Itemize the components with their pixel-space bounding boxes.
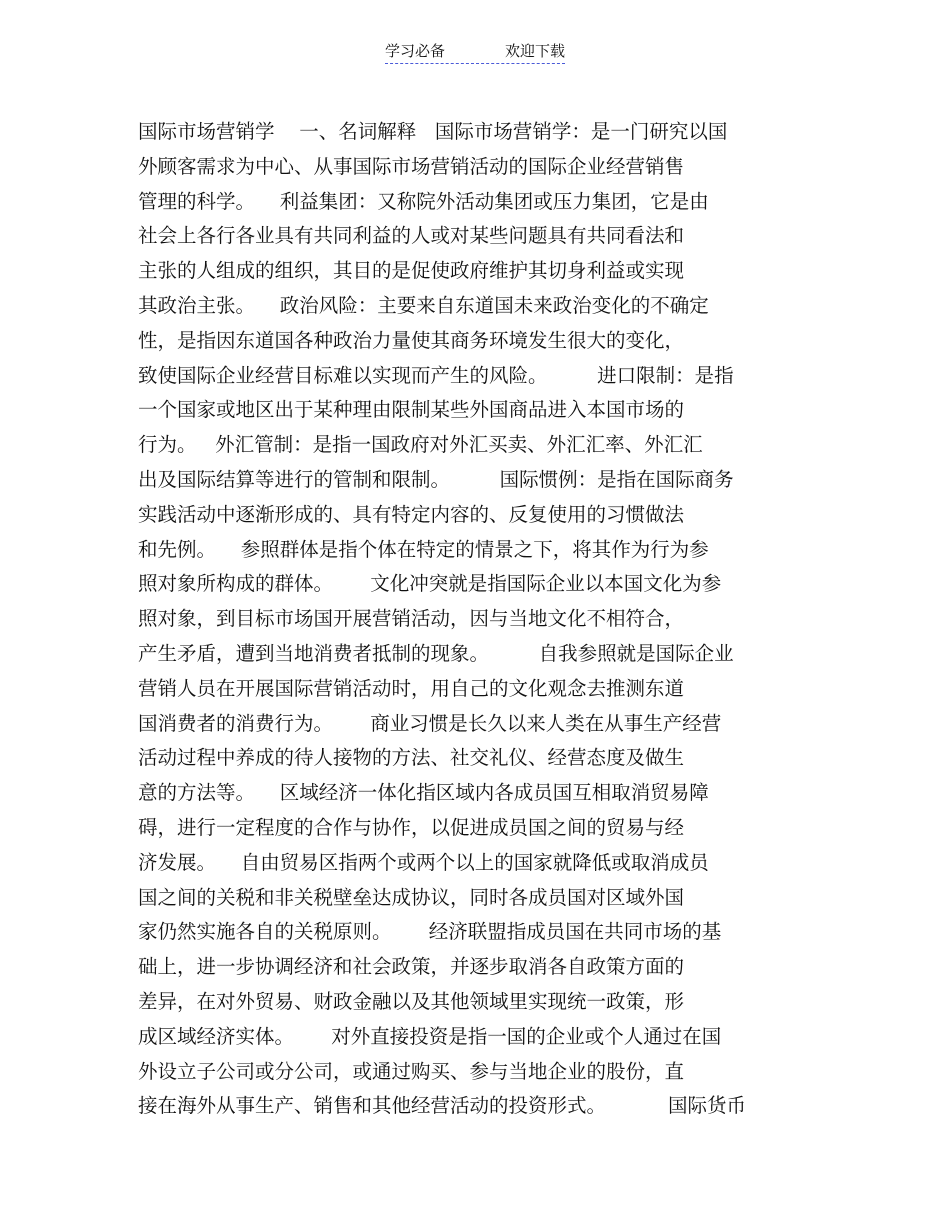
text-line: 成区域经济实体。 对外直接投资是指一国的企业或个人通过在国 <box>138 1024 722 1048</box>
text-line: 社会上各行各业具有共同利益的人或对某些问题具有共同看法和 <box>138 224 685 248</box>
text-line: 出及国际结算等进行的管制和限制。 国际惯例：是指在国际商务 <box>138 467 734 491</box>
header-underline <box>385 40 565 64</box>
text-line: 致使国际企业经营目标难以实现而产生的风险。 进口限制：是指 <box>138 363 734 387</box>
text-line: 一个国家或地区出于某种理由限制某些外国商品进入本国市场的 <box>138 398 685 422</box>
text-line: 础上，进一步协调经济和社会政策，并逐步取消各自政策方面的 <box>138 955 685 979</box>
text-line: 家仍然实施各自的关税原则。 经济联盟指成员国在共同市场的基 <box>138 920 722 944</box>
text-line: 和先例。 参照群体是指个体在特定的情景之下，将其作为行为参 <box>138 537 709 561</box>
text-line: 其政治主张。 政治风险：主要来自东道国未来政治变化的不确定 <box>138 293 709 317</box>
text-line: 国之间的关税和非关税壁垒达成协议，同时各成员国对区域外国 <box>138 885 685 909</box>
text-line: 济发展。 自由贸易区指两个或两个以上的国家就降低或取消成员 <box>138 850 709 874</box>
text-line: 碍，进行一定程度的合作与协作，以促进成员国之间的贸易与经 <box>138 815 685 839</box>
text-line: 行为。 外汇管制：是指一国政府对外汇买卖、外汇汇率、外汇汇 <box>138 433 703 457</box>
text-line: 照对象所构成的群体。 文化冲突就是指国际企业以本国文化为参 <box>138 572 722 596</box>
header-right-text: 欢迎下载 <box>505 42 566 60</box>
text-line: 接在海外从事生产、销售和其他经营活动的投资形式。 国际货币 <box>138 1094 746 1118</box>
text-line: 营销人员在开展国际营销活动时，用自己的文化观念去推测东道 <box>138 676 685 700</box>
text-line: 主张的人组成的组织，其目的是促使政府维护其切身利益或实现 <box>138 259 685 283</box>
text-line: 性，是指因东道国各种政治力量使其商务环境发生很大的变化， <box>138 328 685 352</box>
page-header <box>0 40 950 64</box>
text-line: 照对象，到目标市场国开展营销活动，因与当地文化不相符合， <box>138 607 685 631</box>
text-line: 产生矛盾，遭到当地消费者抵制的现象。 自我参照就是国际企业 <box>138 641 734 665</box>
text-line: 外顾客需求为中心、从事国际市场营销活动的国际企业经营销售 <box>138 154 685 178</box>
document-body <box>138 115 798 1124</box>
text-line: 国消费者的消费行为。 商业习惯是长久以来人类在从事生产经营 <box>138 711 722 735</box>
text-line: 国际市场营销学 一、名词解释 国际市场营销学：是一门研究以国 <box>138 120 728 143</box>
text-line: 活动过程中养成的待人接物的方法、社交礼仪、经营态度及做生 <box>138 746 685 770</box>
text-line: 差异，在对外贸易、财政金融以及其他领域里实现统一政策，形 <box>138 989 685 1013</box>
text-line: 意的方法等。 区域经济一体化指区域内各成员国互相取消贸易障 <box>138 781 709 805</box>
text-line: 管理的科学。 利益集团：又称院外活动集团或压力集团，它是由 <box>138 189 709 213</box>
text-line: 实践活动中逐渐形成的、具有特定内容的、反复使用的习惯做法 <box>138 502 685 526</box>
text-line: 外设立子公司或分公司，或通过购买、参与当地企业的股份，直 <box>138 1059 685 1083</box>
header-left-text: 学习必备 <box>384 42 445 60</box>
